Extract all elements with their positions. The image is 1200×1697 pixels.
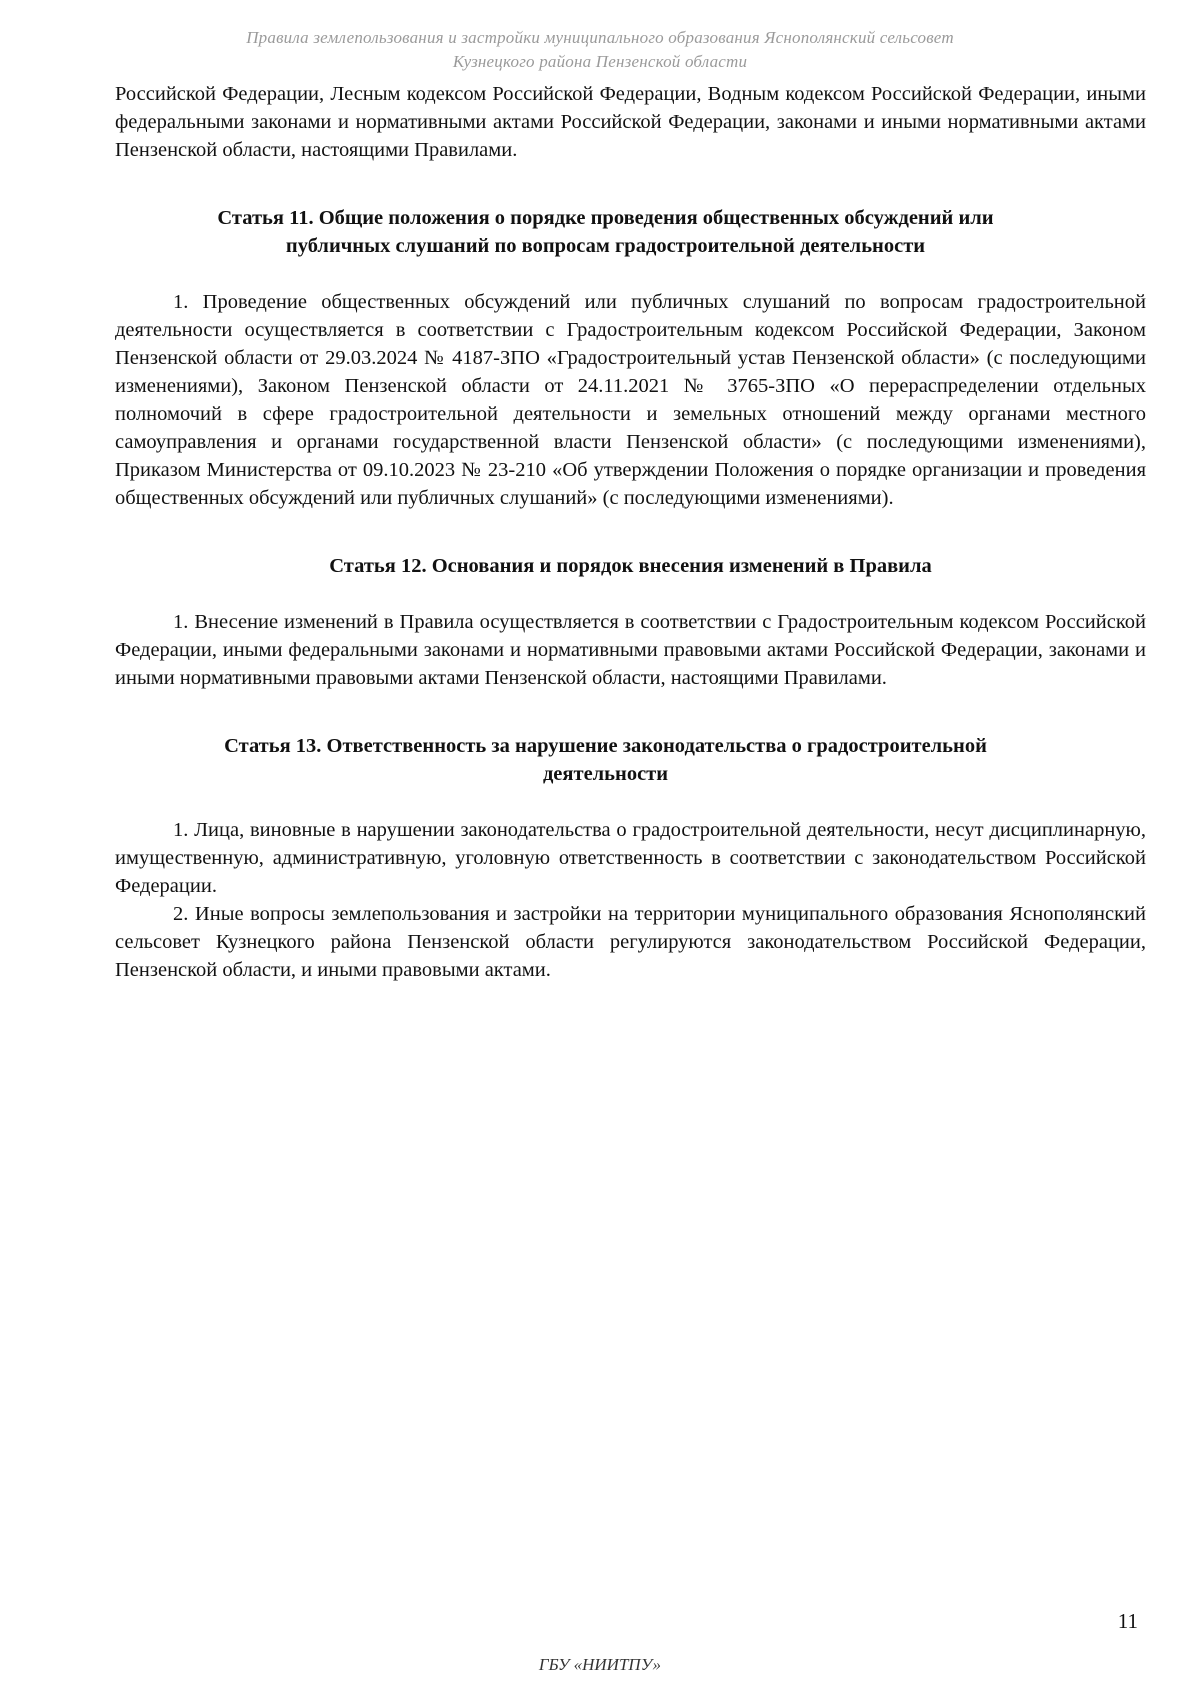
article-13-title: Статья 13. Ответственность за нарушение законодательства о градостроительной деятельности <box>224 735 987 785</box>
article-12-title: Статья 12. Основания и порядок внесения изменений в Правила <box>329 555 932 577</box>
article-13-paragraph-2: 2. Иные вопросы землепользования и застройки на территории муниципального образования Яснополянский сельсовет Кузнецкого района Пензенской области регулируются законодательством Российской Федерации, Пензенской области, и иными правовыми актами. <box>115 903 1146 981</box>
article-12-paragraph-1: 1. Внесение изменений в Правила осуществляется в соответствии с Градостроительным кодексом Российской Федерации, иными федеральными законами и нормативными правовыми актами Российской Федерации, законами и иными нормативными правовыми актами Пензенской области, настоящими Правилами. <box>115 611 1146 689</box>
article-11-paragraph-1: 1. Проведение общественных обсуждений или публичных слушаний по вопросам градостроительной деятельности осуществляется в соответствии с Градостроительным кодексом Российской Федерации, Законом Пензенской области от 29.03.2024 № 4187-ЗПО «Градостроительный устав Пензенской области» (с последующими изменениями), Законом Пензенской области от 24.11.2021 № 3765-ЗПО «О перераспределении отдельных полномочий в сфере градостроительной деятельности и земельных отношений между органами местного самоуправления и органами государственной власти Пензенской области» (с последующими изменениями), Приказом Министерства от 09.10.2023 № 23-210 «Об утверждении Положения о порядке организации и проведения общественных обсуждений или публичных слушаний» (с последующими изменениями). <box>115 291 1146 509</box>
article-11-title: Статья 11. Общие положения о порядке проведения общественных обсуждений или публичных слушаний по вопросам градостроительной деятельности <box>217 207 994 257</box>
intro-paragraph: Российской Федерации, Лесным кодексом Российской Федерации, Водным кодексом Российской Федерации, иными федеральными законами и нормативными актами Российской Федерации, законами и иными нормативными актами Пензенской области, настоящими Правилами. <box>115 83 1146 161</box>
header-line-2: Кузнецкого района Пензенской области <box>452 52 748 71</box>
footer-organization: ГБУ «НИИТПУ» <box>538 1655 662 1674</box>
page-number: 11 <box>1117 1609 1138 1633</box>
document-body <box>115 80 1146 984</box>
header-line-1: Правила землепользования и застройки муниципального образования Яснополянский сельсовет <box>246 28 954 47</box>
running-header <box>0 26 1200 74</box>
article-13-paragraph-1: 1. Лица, виновные в нарушении законодательства о градостроительной деятельности, несут дисциплинарную, имущественную, административную, уголовную ответственность в соответствии с законодательством Российской Федерации. <box>115 819 1146 897</box>
